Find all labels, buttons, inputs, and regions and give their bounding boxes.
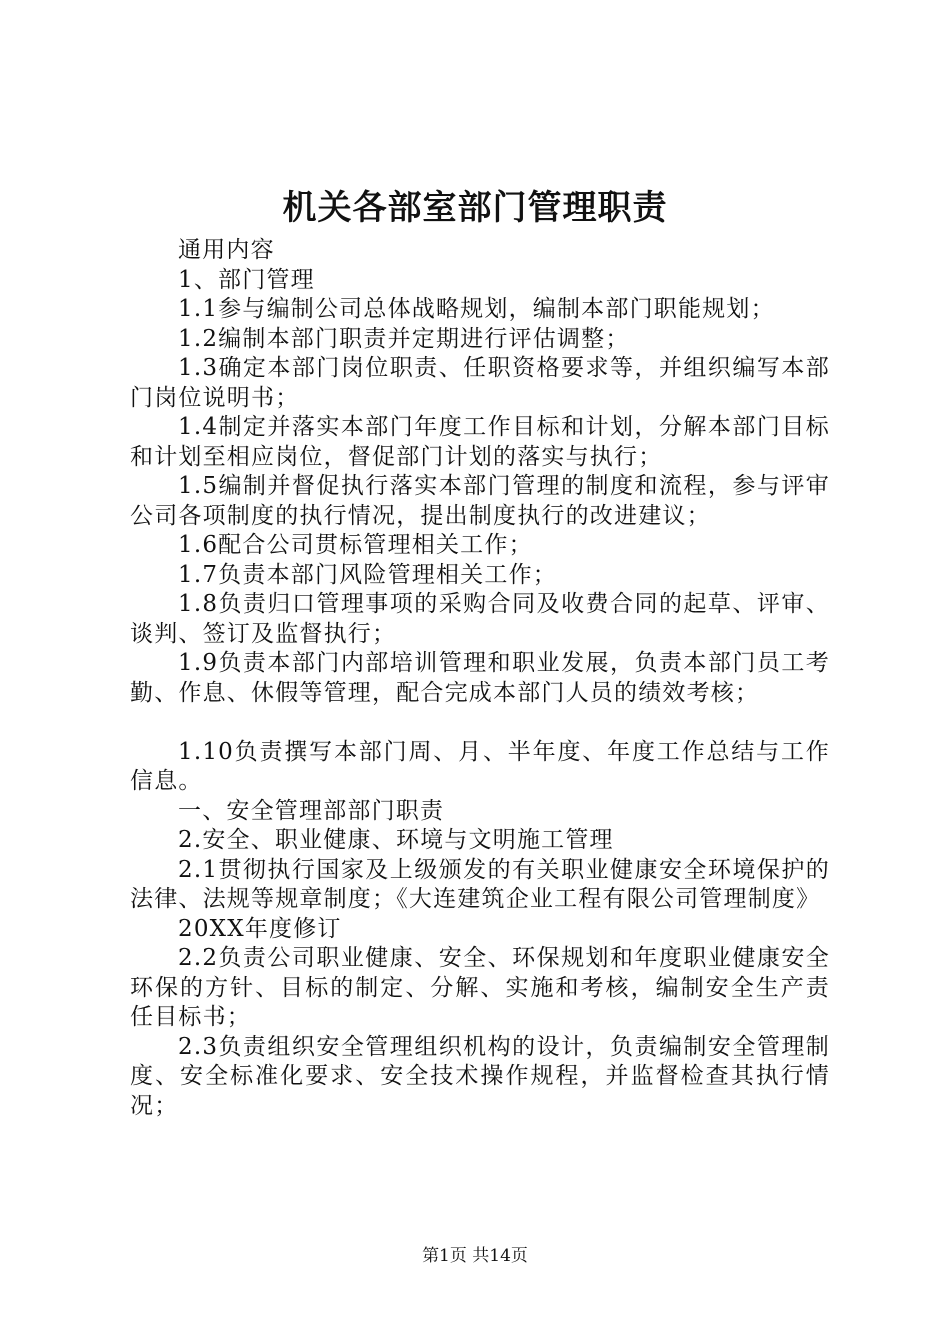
page-number-footer: 第1页 共14页 [422,1246,528,1266]
paragraph-1-4: 1.4制定并落实本部门年度工作目标和计划，分解本部门目标和计划至相应岗位，督促部门计划的落实与执行； [130,414,830,470]
paragraph-1-3: 1.3确定本部门岗位职责、任职资格要求等，并组织编写本部门岗位说明书； [130,355,830,411]
paragraph-1-6: 1.6配合公司贯标管理相关工作； [178,532,533,558]
document-title: 机关各部室部门管理职责 [282,188,668,228]
paragraph-1-8: 1.8负责归口管理事项的采购合同及收费合同的起草、评审、谈判、签订及监督执行； [130,591,830,647]
paragraph-safety-heading: 一、安全管理部部门职责 [178,797,445,824]
paragraph-1-2: 1.2编制本部门职责并定期进行评估调整； [178,325,630,352]
paragraph-1-10: 1.10负责撰写本部门周、月、半年度、年度工作总结与工作信息。 [130,738,830,794]
document-body [130,236,830,1121]
paragraph-general: 通用内容 [178,237,275,263]
paragraph-2-1: 2.1贯彻执行国家及上级颁发的有关职业健康安全环境保护的法律、法规等规章制度；《大连建筑企业工程有限公司管理制度》 [130,856,830,912]
paragraph-revision-note: 20XX年度修订 [178,915,342,942]
paragraph-1-5: 1.5编制并督促执行落实本部门管理的制度和流程，参与评审公司各项制度的执行情况，提出制度执行的改进建议； [130,473,830,529]
paragraph-1-1: 1.1参与编制公司总体战略规划，编制本部门职能规划； [178,296,775,322]
paragraph-section-2: 2.安全、职业健康、环境与文明施工管理 [178,827,614,853]
paragraph-2-2: 2.2负责公司职业健康、安全、环保规划和年度职业健康安全环保的方针、目标的制定、分解、实施和考核，编制安全生产责任目标书； [130,945,830,1030]
paragraph-2-3: 2.3负责组织安全管理组织机构的设计，负责编制安全管理制度、安全标准化要求、安全技术操作规程，并监督检查其执行情况； [130,1033,830,1119]
paragraph-1-9: 1.9负责本部门内部培训管理和职业发展，负责本部门员工考勤、作息、休假等管理，配合完成本部门人员的绩效考核； [130,650,830,706]
paragraph-1-7: 1.7负责本部门风险管理相关工作； [178,561,557,588]
paragraph-section-1: 1、部门管理 [178,266,315,293]
